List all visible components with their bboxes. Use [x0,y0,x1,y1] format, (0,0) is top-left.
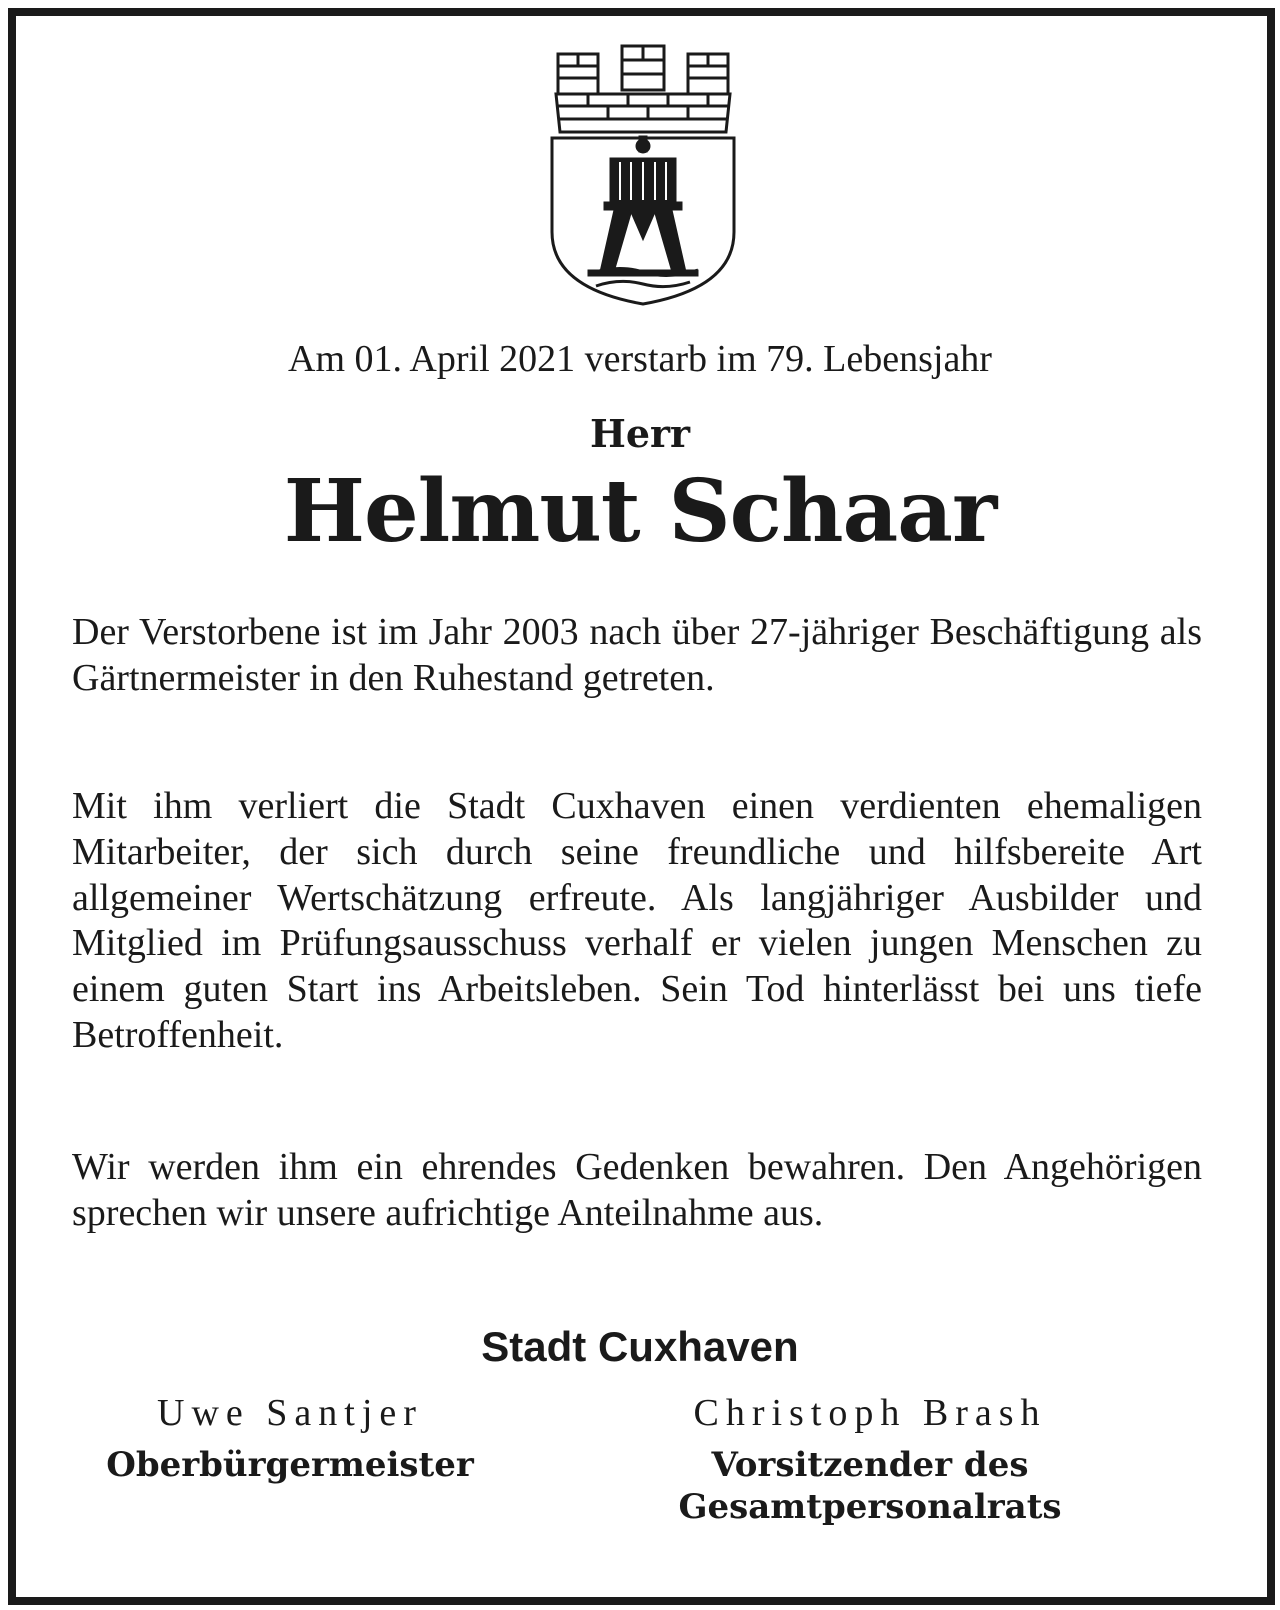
paragraph-condolence: Wir werden ihm ein ehrendes Gedenken bewahren. Den Angehörigen sprechen wir unsere aufrichtige Anteilnahme aus. [72,1146,1202,1234]
paragraph-tribute: Mit ihm verliert die Stadt Cuxhaven einen verdienten ehemaligen Mitarbeiter, der sich durch seine freundliche und hilfsbereite Art allgemeiner Wertschätzung erfreute. Als langjähriger Ausbilder und Mitglied im Prüfungsausschuss verhalf er vielen jungen Menschen zu einem guten Start ins Arbeitsleben. Sein Tod hinterlässt bei uns tiefe Betroffenheit. [72,785,1202,1056]
signer-role: Vorsitzender des Gesamtpersonalrats [678,1445,1062,1527]
paragraph-career: Der Verstorbene ist im Jahr 2003 nach über 27-jähriger Beschäftigung als Gärtnermeister in den Ruhestand getreten. [72,611,1202,699]
signer-name: Uwe Santjer [157,1392,423,1434]
signer-name: Christoph Brash [693,1392,1047,1434]
city-coat-of-arms-icon [548,42,738,306]
signer-role: Oberbürgermeister [106,1445,474,1485]
signer-staff-council [610,1390,1130,1528]
salutation: Herr [589,411,691,456]
signer-mayor [30,1390,550,1486]
death-announcement-line: Am 01. April 2021 verstarb im 79. Lebensjahr [288,338,992,380]
organization-name: Stadt Cuxhaven [481,1323,799,1370]
deceased-name: Helmut Schaar [283,461,997,562]
